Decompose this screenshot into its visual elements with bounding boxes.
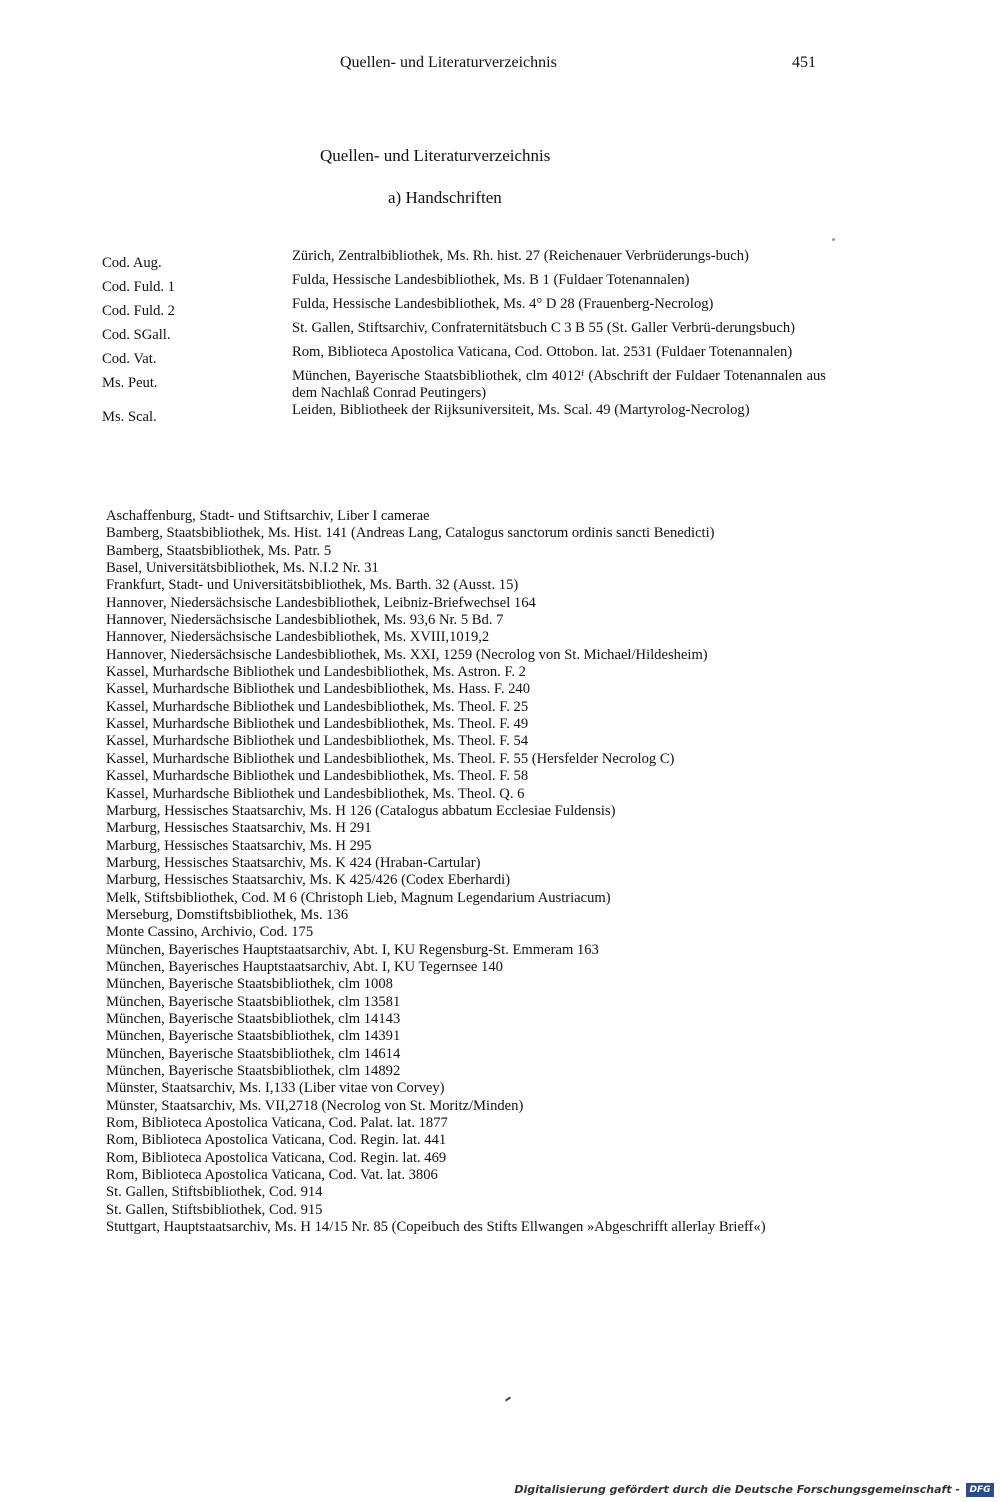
abbreviation-code: Cod. SGall. <box>102 327 171 343</box>
abbreviation-row <box>102 296 826 320</box>
scan-speck <box>832 238 835 241</box>
manuscript-entry: München, Bayerische Staatsbibliothek, clm 14391 <box>106 1028 401 1045</box>
manuscript-entry: Münster, Staatsarchiv, Ms. I,133 (Liber vitae von Corvey) <box>106 1080 445 1097</box>
abbreviation-row <box>102 272 826 296</box>
abbreviation-row <box>102 248 826 272</box>
manuscript-entry: Stuttgart, Hauptstaatsarchiv, Ms. H 14/15 Nr. 85 (Copeibuch des Stifts Ellwangen »Abgeschrifft allerlay Brieff«) <box>106 1219 766 1236</box>
manuscript-entry: Kassel, Murhardsche Bibliothek und Landesbibliothek, Ms. Theol. F. 25 <box>106 698 529 715</box>
scan-mark <box>505 1396 511 1401</box>
abbreviation-description: Fulda, Hessische Landesbibliothek, Ms. 4° D 28 (Frauenberg-Necrolog) <box>292 296 714 312</box>
manuscript-entry: Rom, Biblioteca Apostolica Vaticana, Cod. Palat. lat. 1877 <box>106 1115 448 1132</box>
manuscript-entry: Marburg, Hessisches Staatsarchiv, Ms. H 295 <box>106 837 372 854</box>
abbreviation-code: Ms. Scal. <box>102 409 157 425</box>
abbreviation-code: Cod. Fuld. 1 <box>102 279 175 295</box>
section-title: a) Handschriften <box>388 188 502 207</box>
abbreviation-description: Fulda, Hessische Landesbibliothek, Ms. B 1 (Fuldaer Totenannalen) <box>292 272 690 288</box>
manuscript-entry: München, Bayerische Staatsbibliothek, clm 14892 <box>106 1063 401 1079</box>
manuscript-entry: St. Gallen, Stiftsbibliothek, Cod. 915 <box>106 1201 323 1218</box>
running-head <box>0 54 1000 78</box>
manuscript-entry: Frankfurt, Stadt- und Universitätsbibliothek, Ms. Barth. 32 (Ausst. 15) <box>106 577 519 594</box>
manuscript-entry: München, Bayerische Staatsbibliothek, clm 1008 <box>106 976 393 993</box>
manuscript-entry: München, Bayerische Staatsbibliothek, clm 14614 <box>106 1045 401 1062</box>
manuscript-entry: München, Bayerische Staatsbibliothek, clm 13581 <box>106 993 401 1010</box>
manuscript-entry: Hannover, Niedersächsische Landesbibliothek, Ms. XVIII,1019,2 <box>106 629 490 646</box>
manuscript-entry: Marburg, Hessisches Staatsarchiv, Ms. H 126 (Catalogus abbatum Ecclesiae Fuldensis) <box>106 802 616 819</box>
manuscript-entry: Kassel, Murhardsche Bibliothek und Landesbibliothek, Ms. Theol. F. 49 <box>106 716 529 733</box>
abbreviation-code: Cod. Aug. <box>102 255 162 271</box>
manuscript-list <box>106 508 846 1236</box>
manuscript-entry: Hannover, Niedersächsische Landesbibliothek, Leibniz-Briefwechsel 164 <box>106 594 536 611</box>
footer-credit: Digitalisierung gefördert durch die Deutsche Forschungsgemeinschaft - <box>514 1483 960 1496</box>
abbreviation-description: München, Bayerische Staatsbibliothek, clm 4012ᶠ (Abschrift der Fuldaer Totenannalen aus dem Nachlaß Conrad Peutingers) <box>292 368 826 401</box>
manuscript-entry: Rom, Biblioteca Apostolica Vaticana, Cod. Vat. lat. 3806 <box>106 1167 438 1184</box>
manuscript-entry: Bamberg, Staatsbibliothek, Ms. Hist. 141 (Andreas Lang, Catalogus sanctorum ordinis sancti Benedicti) <box>106 525 715 542</box>
manuscript-entry: Kassel, Murhardsche Bibliothek und Landesbibliothek, Ms. Theol. F. 54 <box>106 733 529 750</box>
manuscript-entry: München, Bayerische Staatsbibliothek, clm 14143 <box>106 1010 401 1027</box>
manuscript-entry: München, Bayerisches Hauptstaatsarchiv, Abt. I, KU Tegernsee 140 <box>106 958 503 975</box>
abbreviation-table <box>102 248 826 426</box>
manuscript-entry: Kassel, Murhardsche Bibliothek und Landesbibliothek, Ms. Theol. Q. 6 <box>106 785 525 802</box>
abbreviation-row <box>102 368 826 402</box>
abbreviation-description: Leiden, Bibliotheek der Rijksuniversiteit, Ms. Scal. 49 (Martyrolog-Necrolog) <box>292 402 750 418</box>
manuscript-entry: Bamberg, Staatsbibliothek, Ms. Patr. 5 <box>106 542 332 559</box>
manuscript-entry: Monte Cassino, Archivio, Cod. 175 <box>106 924 314 941</box>
page-number: 451 <box>792 54 816 71</box>
running-title: Quellen- und Literaturverzeichnis <box>340 54 557 71</box>
manuscript-entry: München, Bayerisches Hauptstaatsarchiv, Abt. I, KU Regensburg-St. Emmeram 163 <box>106 941 599 958</box>
abbreviation-row <box>102 402 826 426</box>
manuscript-entry: Marburg, Hessisches Staatsarchiv, Ms. H 291 <box>106 820 372 837</box>
manuscript-entry: Rom, Biblioteca Apostolica Vaticana, Cod. Regin. lat. 441 <box>106 1132 447 1149</box>
manuscript-entry: Marburg, Hessisches Staatsarchiv, Ms. K 425/426 (Codex Eberhardi) <box>106 872 511 889</box>
abbreviation-description: Zürich, Zentralbibliothek, Ms. Rh. hist. 27 (Reichenauer Verbrüderungs-buch) <box>292 248 749 264</box>
manuscript-entry: St. Gallen, Stiftsbibliothek, Cod. 914 <box>106 1184 323 1201</box>
manuscript-entry: Hannover, Niedersächsische Landesbibliothek, Ms. XXI, 1259 (Necrolog von St. Michael/Hildesheim) <box>106 646 708 663</box>
abbreviation-description: St. Gallen, Stiftsarchiv, Confraternitätsbuch C 3 B 55 (St. Galler Verbrü-derungsbuch) <box>292 320 795 336</box>
abbreviation-row <box>102 344 826 368</box>
abbreviation-description: Rom, Biblioteca Apostolica Vaticana, Cod. Ottobon. lat. 2531 (Fuldaer Totenannalen) <box>292 344 793 360</box>
abbreviation-code: Cod. Vat. <box>102 351 157 367</box>
manuscript-entry: Aschaffenburg, Stadt- und Stiftsarchiv, Liber I camerae <box>106 508 430 524</box>
manuscript-entry: Merseburg, Domstiftsbibliothek, Ms. 136 <box>106 906 349 923</box>
manuscript-entry: Kassel, Murhardsche Bibliothek und Landesbibliothek, Ms. Astron. F. 2 <box>106 664 526 681</box>
abbreviation-row <box>102 320 826 344</box>
manuscript-entry: Melk, Stiftsbibliothek, Cod. M 6 (Christoph Lieb, Magnum Legendarium Austriacum) <box>106 889 611 906</box>
manuscript-entry: Hannover, Niedersächsische Landesbibliothek, Ms. 93,6 Nr. 5 Bd. 7 <box>106 612 504 629</box>
manuscript-entry: Kassel, Murhardsche Bibliothek und Landesbibliothek, Ms. Hass. F. 240 <box>106 681 531 698</box>
abbreviation-code: Cod. Fuld. 2 <box>102 303 175 319</box>
abbreviation-code: Ms. Peut. <box>102 375 158 391</box>
manuscript-entry: Marburg, Hessisches Staatsarchiv, Ms. K 424 (Hraban-Cartular) <box>106 854 481 871</box>
manuscript-entry: Kassel, Murhardsche Bibliothek und Landesbibliothek, Ms. Theol. F. 55 (Hersfelder Necrolog C) <box>106 750 675 767</box>
dfg-logo: DFG <box>966 1483 994 1497</box>
footer <box>0 1480 1000 1502</box>
manuscript-entry: Kassel, Murhardsche Bibliothek und Landesbibliothek, Ms. Theol. F. 58 <box>106 768 529 785</box>
manuscript-entry: Münster, Staatsarchiv, Ms. VII,2718 (Necrolog von St. Moritz/Minden) <box>106 1097 524 1114</box>
manuscript-entry: Basel, Universitätsbibliothek, Ms. N.I.2 Nr. 31 <box>106 560 379 577</box>
manuscript-entry: Rom, Biblioteca Apostolica Vaticana, Cod. Regin. lat. 469 <box>106 1149 447 1166</box>
main-title: Quellen- und Literaturverzeichnis <box>320 146 551 165</box>
